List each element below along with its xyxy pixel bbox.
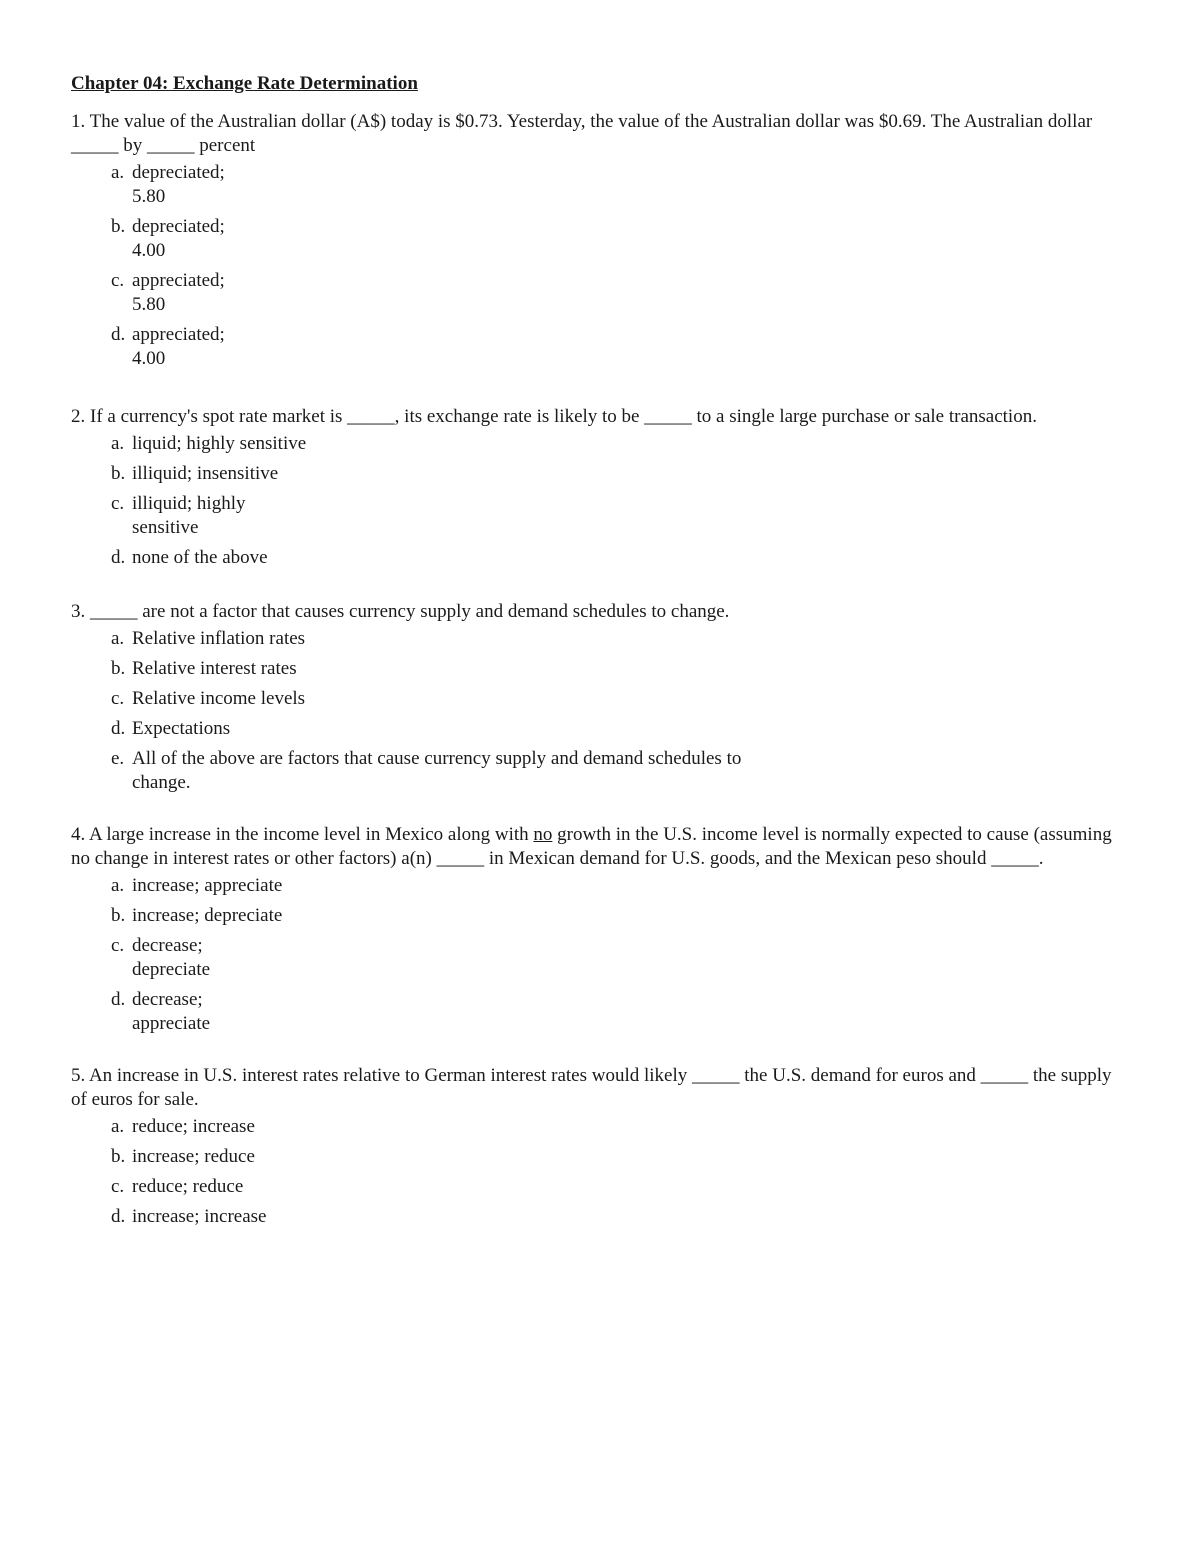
option-text: illiquid; highly sensitive bbox=[132, 493, 246, 538]
chapter-title: Chapter 04: Exchange Rate Determination bbox=[71, 73, 418, 94]
question-2 bbox=[71, 405, 1131, 570]
option-text: reduce; increase bbox=[132, 1116, 255, 1137]
option-text: decrease; appreciate bbox=[132, 989, 211, 1034]
question-3 bbox=[71, 600, 1131, 795]
question-5 bbox=[71, 1064, 1131, 1229]
question-stem bbox=[71, 823, 1131, 871]
option-c[interactable] bbox=[71, 1175, 1131, 1199]
question-stem-part: growth in the U.S. income level is normally expected to cause (assuming no change in interest rates or other factors) a(n) _____ in Mexican demand for U.S. goods, and the Mexican peso should _____. bbox=[71, 824, 1112, 869]
option-letter: c. bbox=[111, 1176, 125, 1197]
option-letter: d. bbox=[111, 718, 126, 739]
option-b[interactable] bbox=[71, 1145, 1131, 1169]
option-letter: b. bbox=[111, 905, 126, 926]
option-text: reduce; reduce bbox=[132, 1176, 244, 1197]
option-letter: a. bbox=[111, 433, 125, 454]
option-d[interactable] bbox=[71, 323, 1131, 371]
option-b[interactable] bbox=[71, 657, 1131, 681]
question-stem-part: 4. A large increase in the income level in Mexico along with bbox=[71, 824, 534, 845]
option-text: increase; increase bbox=[132, 1206, 267, 1227]
option-text: appreciated; 4.00 bbox=[132, 324, 225, 369]
question-stem: 1. The value of the Australian dollar (A$) today is $0.73. Yesterday, the value of the Australian dollar was $0.69. The Australian dollar _____ by _____ percent bbox=[71, 111, 1093, 156]
option-text: decrease; depreciate bbox=[132, 935, 211, 980]
option-letter: a. bbox=[111, 162, 125, 183]
option-text: All of the above are factors that cause currency supply and demand schedules to change. bbox=[132, 748, 742, 793]
option-text: increase; appreciate bbox=[132, 875, 283, 896]
answer-options bbox=[71, 874, 1131, 1036]
option-text: none of the above bbox=[132, 547, 268, 568]
option-text: appreciated; 5.80 bbox=[132, 270, 225, 315]
option-a[interactable] bbox=[71, 432, 1131, 456]
option-a[interactable] bbox=[71, 161, 1131, 209]
option-a[interactable] bbox=[71, 874, 1131, 898]
option-text: liquid; highly sensitive bbox=[132, 433, 307, 454]
option-letter: d. bbox=[111, 989, 126, 1010]
question-stem: 5. An increase in U.S. interest rates relative to German interest rates would likely _____ the U.S. demand for euros and _____ the supply of euros for sale. bbox=[71, 1065, 1112, 1110]
option-d[interactable] bbox=[71, 1205, 1131, 1229]
option-letter: b. bbox=[111, 216, 126, 237]
option-letter: c. bbox=[111, 935, 125, 956]
option-letter: d. bbox=[111, 547, 126, 568]
option-text: depreciated; 4.00 bbox=[132, 216, 225, 261]
option-c[interactable] bbox=[71, 269, 1131, 317]
document-page bbox=[71, 72, 1131, 1235]
option-letter: e. bbox=[111, 748, 125, 769]
answer-options bbox=[71, 627, 1131, 795]
option-c[interactable] bbox=[71, 687, 1131, 711]
option-text: depreciated; 5.80 bbox=[132, 162, 225, 207]
option-d[interactable] bbox=[71, 988, 1131, 1036]
option-e[interactable] bbox=[71, 747, 1131, 795]
option-letter: c. bbox=[111, 493, 125, 514]
option-text: illiquid; insensitive bbox=[132, 463, 279, 484]
option-letter: a. bbox=[111, 628, 125, 649]
option-b[interactable] bbox=[71, 462, 1131, 486]
option-letter: b. bbox=[111, 658, 126, 679]
option-text: Relative inflation rates bbox=[132, 628, 306, 649]
option-b[interactable] bbox=[71, 215, 1131, 263]
option-b[interactable] bbox=[71, 904, 1131, 928]
question-4 bbox=[71, 823, 1131, 1036]
option-letter: c. bbox=[111, 270, 125, 291]
question-stem: 3. _____ are not a factor that causes currency supply and demand schedules to change. bbox=[71, 601, 730, 622]
option-d[interactable] bbox=[71, 546, 1131, 570]
option-a[interactable] bbox=[71, 627, 1131, 651]
option-letter: d. bbox=[111, 324, 126, 345]
answer-options bbox=[71, 432, 1131, 570]
option-letter: b. bbox=[111, 463, 126, 484]
option-text: increase; depreciate bbox=[132, 905, 283, 926]
option-letter: a. bbox=[111, 1116, 125, 1137]
option-letter: a. bbox=[111, 875, 125, 896]
option-letter: c. bbox=[111, 688, 125, 709]
emphasized-word: no bbox=[533, 824, 553, 845]
option-text: Relative income levels bbox=[132, 688, 306, 709]
answer-options bbox=[71, 1115, 1131, 1229]
question-1 bbox=[71, 110, 1131, 371]
option-c[interactable] bbox=[71, 934, 1131, 982]
option-c[interactable] bbox=[71, 492, 1131, 540]
answer-options bbox=[71, 161, 1131, 371]
question-stem: 2. If a currency's spot rate market is _____, its exchange rate is likely to be _____ to a single large purchase or sale transaction. bbox=[71, 406, 1037, 427]
option-d[interactable] bbox=[71, 717, 1131, 741]
option-text: Relative interest rates bbox=[132, 658, 297, 679]
option-text: Expectations bbox=[132, 718, 231, 739]
option-letter: d. bbox=[111, 1206, 126, 1227]
option-text: increase; reduce bbox=[132, 1146, 255, 1167]
option-a[interactable] bbox=[71, 1115, 1131, 1139]
option-letter: b. bbox=[111, 1146, 126, 1167]
